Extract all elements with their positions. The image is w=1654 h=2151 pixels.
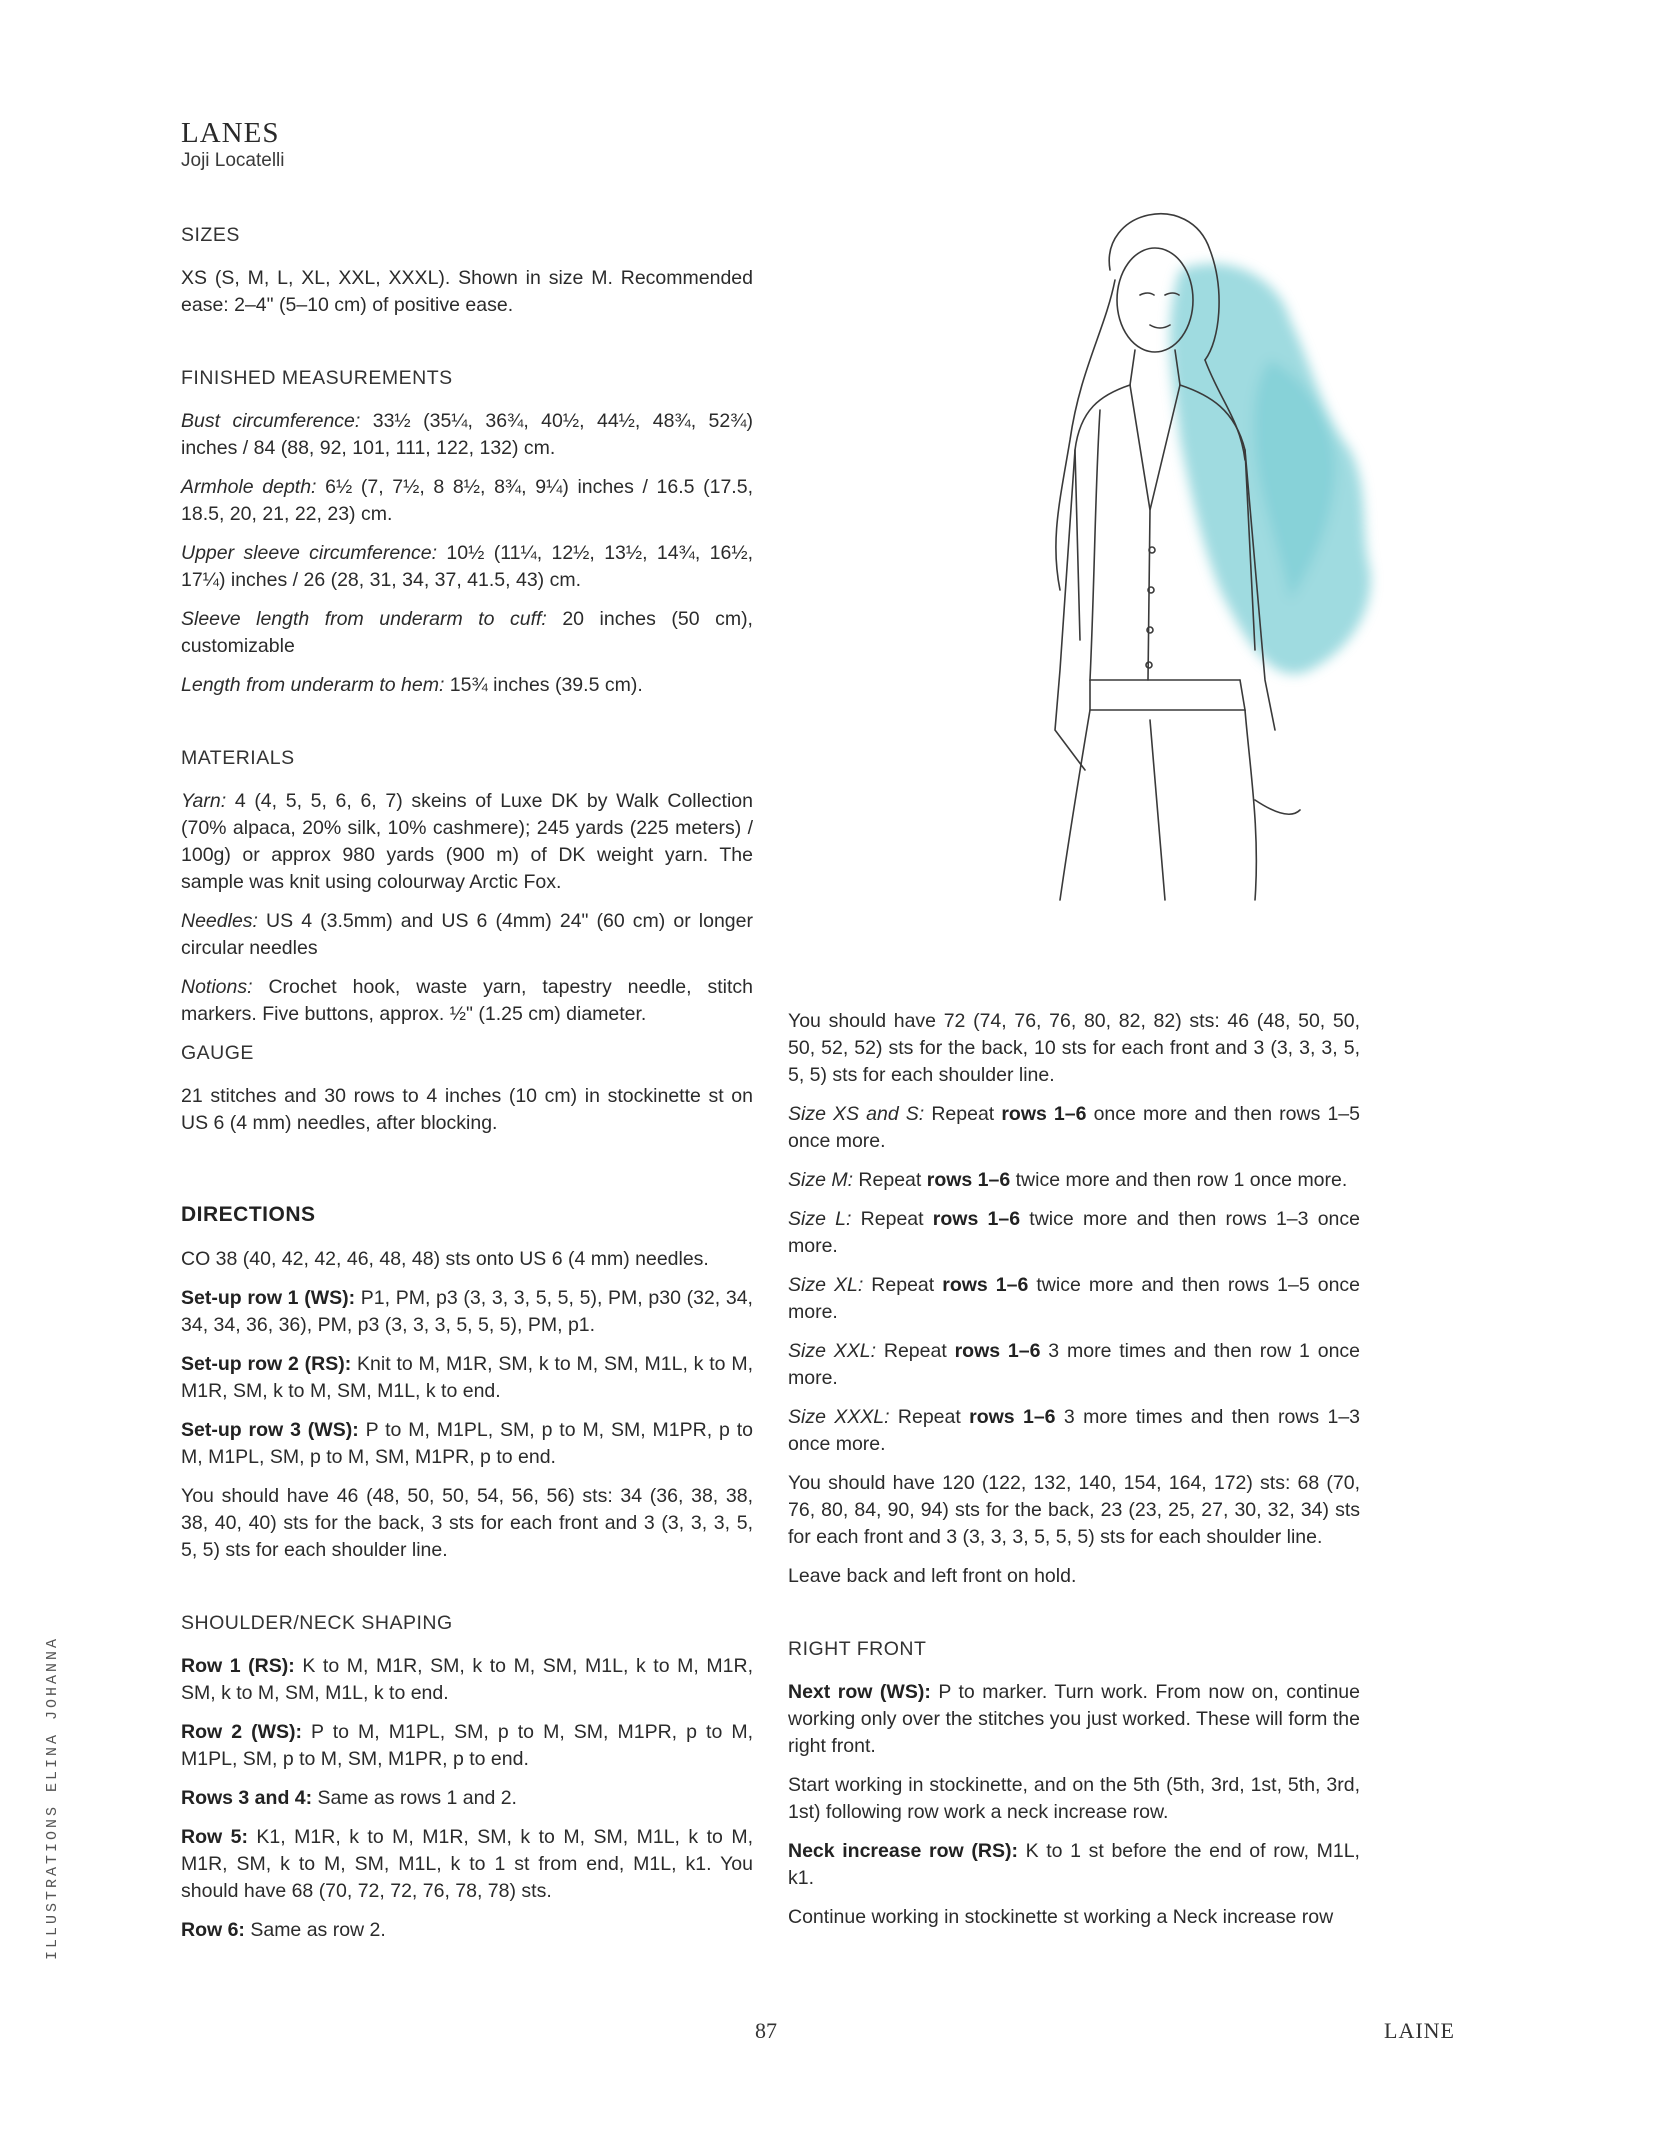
size-xxl-pre: Repeat [876, 1340, 955, 1362]
finished-measurements-heading: FINISHED MEASUREMENTS [181, 367, 453, 389]
shoulder-row-6-label: Row 6: [181, 1919, 245, 1941]
next-row-label: Next row (WS): [788, 1681, 931, 1703]
size-xl-label: Size XL: [788, 1274, 864, 1296]
setup-row-3 [181, 1417, 753, 1471]
stitch-count-72: You should have 72 (74, 76, 76, 80, 82, 82) sts: 46 (48, 50, 50, 50, 52, 52) sts for the back, 10 sts for each front and 3 (3, 3, 3, 5, 5, 5) sts for each shoulder line. [788, 1010, 1360, 1086]
watercolor-splash [1170, 264, 1371, 674]
start-stockinette: Start working in stockinette, and on the 5th (5th, 3rd, 1st, 5th, 3rd, 1st) following row work a neck increase row. [788, 1774, 1360, 1823]
neck-increase-row [788, 1838, 1360, 1892]
size-m-post: twice more and then row 1 once more. [1010, 1169, 1348, 1191]
illustration-credit: ILLUSTRATIONS ELINA JOHANNA [44, 1635, 61, 1960]
notions-label: Notions: [181, 976, 253, 998]
sleeve-length-value: 20 inches (50 cm), customizable [181, 608, 753, 657]
size-xxxl-rows: rows 1–6 [969, 1406, 1056, 1428]
magazine-name: LAINE [1384, 2018, 1455, 2043]
shoulder-row-2-label: Row 2 (WS): [181, 1721, 302, 1743]
armhole-label: Armhole depth: [181, 476, 317, 498]
pattern-title: LANES [181, 117, 280, 149]
left-column [181, 222, 753, 1956]
shoulder-row-5-label: Row 5: [181, 1826, 248, 1848]
size-xl [788, 1272, 1360, 1326]
size-xl-pre: Repeat [863, 1274, 943, 1296]
needles [181, 908, 753, 962]
shoulder-row-6-text: Same as row 2. [244, 1919, 386, 1941]
setup-row-2-label: Set-up row 2 (RS): [181, 1353, 352, 1375]
body-length [181, 672, 753, 699]
size-xl-post: twice more and then rows 1–5 once more. [788, 1274, 1361, 1323]
size-m-pre: Repeat [853, 1169, 927, 1191]
next-row [788, 1679, 1360, 1760]
right-column [788, 1008, 1360, 1943]
yarn-label: Yarn: [181, 790, 227, 812]
setup-row-3-text: P to M, M1PL, SM, p to M, SM, M1PR, p to M, M1PL, SM, p to M, SM, M1PR, p to end. [181, 1419, 753, 1468]
sizes-text: XS (S, M, L, XL, XXL, XXXL). Shown in size M. Recommended ease: 2–4" (5–10 cm) of positive ease. [181, 267, 753, 316]
size-xxxl-pre: Repeat [889, 1406, 970, 1428]
shoulder-row-2 [181, 1719, 753, 1773]
gauge-heading: GAUGE [181, 1042, 254, 1064]
shoulder-row-1-text: K to M, M1R, SM, k to M, SM, M1L, k to M, M1R, SM, k to M, SM, M1L, k to end. [181, 1655, 753, 1704]
gauge-text: 21 stitches and 30 rows to 4 inches (10 cm) in stockinette st on US 6 (4 mm) needles, after blocking. [181, 1085, 753, 1134]
continue-working: Continue working in stockinette st working a Neck increase row [788, 1906, 1334, 1928]
shoulder-row-1 [181, 1653, 753, 1707]
size-xxl [788, 1338, 1360, 1392]
notions [181, 974, 753, 1028]
size-xxxl-post: 3 more times and then rows 1–3 once more. [788, 1406, 1361, 1455]
cast-on: CO 38 (40, 42, 42, 46, 48, 48) sts onto US 6 (4 mm) needles. [181, 1248, 709, 1270]
sleeve-length-label: Sleeve length from underarm to cuff: [181, 608, 547, 630]
setup-row-3-label: Set-up row 3 (WS): [181, 1419, 359, 1441]
page-number: 87 [755, 2018, 777, 2043]
size-xs-s-pre: Repeat [924, 1103, 1002, 1125]
setup-row-1-label: Set-up row 1 (WS): [181, 1287, 356, 1309]
shoulder-rows-3-4-label: Rows 3 and 4: [181, 1787, 313, 1809]
bust-circumference [181, 408, 753, 462]
armhole-value: 6½ (7, 7½, 8 8½, 8¾, 9¼) inches / 16.5 (17.5, 18.5, 20, 21, 22, 23) cm. [181, 476, 753, 525]
size-l [788, 1206, 1360, 1260]
size-l-rows: rows 1–6 [932, 1208, 1021, 1230]
bust-label: Bust circumference: [181, 410, 361, 432]
size-xxl-label: Size XXL: [788, 1340, 877, 1362]
setup-row-2-text: Knit to M, M1R, SM, k to M, SM, M1L, k to M, M1R, SM, k to M, SM, M1L, k to end. [181, 1353, 753, 1402]
size-xl-rows: rows 1–6 [942, 1274, 1029, 1296]
stitch-count-120: You should have 120 (122, 132, 140, 154, 164, 172) sts: 68 (70, 76, 80, 84, 90, 94) sts for the back, 23 (23, 25, 27, 30, 32, 34) sts for each front and 3 (3, 3, 3, 5, 5, 5) sts for each shoulder line. [788, 1472, 1360, 1548]
sizes-heading: SIZES [181, 224, 240, 246]
shoulder-row-2-text: P to M, M1PL, SM, p to M, SM, M1PR, p to M, M1PL, SM, p to M, SM, M1PR, p to end. [181, 1721, 754, 1770]
size-xs-s-label: Size XS and S: [788, 1103, 925, 1125]
sleeve-circ-label: Upper sleeve circumference: [181, 542, 438, 564]
size-xxxl [788, 1404, 1360, 1458]
needles-value: US 4 (3.5mm) and US 6 (4mm) 24" (60 cm) or longer circular needles [181, 910, 753, 959]
size-xs-s-rows: rows 1–6 [1001, 1103, 1087, 1125]
sleeve-circ-value: 10½ (11¼, 12½, 13½, 14¾, 16½, 17¼) inches / 26 (28, 31, 34, 37, 41.5, 43) cm. [181, 542, 754, 591]
armhole-depth [181, 474, 753, 528]
shoulder-rows-3-4 [181, 1785, 753, 1812]
shoulder-row-5 [181, 1824, 753, 1905]
notions-value: Crochet hook, waste yarn, tapestry needle, stitch markers. Five buttons, approx. ½" (1.25 cm) diameter. [181, 976, 753, 1025]
next-row-text: P to marker. Turn work. From now on, continue working only over the stitches you just worked. These will form the right front. [788, 1681, 1360, 1757]
shoulder-rows-3-4-text: Same as rows 1 and 2. [312, 1787, 517, 1809]
size-xxxl-label: Size XXXL: [788, 1406, 890, 1428]
size-xs-s-post: once more and then rows 1–5 once more. [788, 1103, 1360, 1152]
body-length-value: 15¾ inches (39.5 cm). [444, 674, 643, 696]
yarn [181, 788, 753, 896]
size-xxl-rows: rows 1–6 [954, 1340, 1041, 1362]
size-m [788, 1167, 1360, 1194]
setup-row-1-text: P1, PM, p3 (3, 3, 3, 5, 5, 5), PM, p30 (32, 34, 34, 34, 36, 36), PM, p3 (3, 3, 3, 5, 5, 5), PM, p1. [181, 1287, 753, 1336]
yarn-value: 4 (4, 5, 5, 6, 6, 7) skeins of Luxe DK by Walk Collection (70% alpaca, 20% silk, 10% cashmere); 245 yards (225 meters) / 100g) or approx 980 yards (900 m) of DK weight yarn. The sample was knit using colourway Arctic Fox. [181, 790, 753, 893]
setup-row-1 [181, 1285, 753, 1339]
size-l-pre: Repeat [851, 1208, 933, 1230]
size-m-rows: rows 1–6 [926, 1169, 1011, 1191]
body-length-label: Length from underarm to hem: [181, 674, 445, 696]
setup-row-2 [181, 1351, 753, 1405]
size-l-post: twice more and then rows 1–3 once more. [788, 1208, 1360, 1257]
size-xs-s [788, 1101, 1360, 1155]
cardigan-illustration [990, 210, 1390, 940]
size-xxl-post: 3 more times and then row 1 once more. [788, 1340, 1361, 1389]
size-l-label: Size L: [788, 1208, 852, 1230]
upper-sleeve-circumference [181, 540, 753, 594]
shoulder-row-6 [181, 1917, 753, 1944]
shoulder-row-5-text: K1, M1R, k to M, M1R, SM, k to M, SM, M1L, k to M, M1R, SM, k to M, SM, M1L, k to 1 st from end, M1L, k1. You should have 68 (70, 72, 72, 76, 78, 78) sts. [181, 1826, 754, 1902]
neck-increase-label: Neck increase row (RS): [788, 1840, 1018, 1862]
pattern-author: Joji Locatelli [181, 150, 285, 171]
needles-label: Needles: [181, 910, 258, 932]
leave-on-hold: Leave back and left front on hold. [788, 1565, 1077, 1587]
shoulder-neck-heading: SHOULDER/NECK SHAPING [181, 1612, 453, 1634]
shoulder-row-1-label: Row 1 (RS): [181, 1655, 295, 1677]
stitch-count-46: You should have 46 (48, 50, 50, 54, 56, 56) sts: 34 (36, 38, 38, 38, 40, 40) sts for the back, 3 sts for each front and 3 (3, 3, 3, 5, 5, 5) sts for each shoulder line. [181, 1485, 753, 1561]
directions-heading: DIRECTIONS [181, 1203, 316, 1226]
sleeve-length [181, 606, 753, 660]
size-m-label: Size M: [788, 1169, 854, 1191]
materials-heading: MATERIALS [181, 747, 295, 769]
bust-value: 33½ (35¼, 36¾, 40½, 44½, 48¾, 52¾) inches / 84 (88, 92, 101, 111, 122, 132) cm. [181, 410, 753, 459]
right-front-heading: RIGHT FRONT [788, 1638, 927, 1660]
neck-increase-text: K to 1 st before the end of row, M1L, k1. [788, 1840, 1360, 1889]
